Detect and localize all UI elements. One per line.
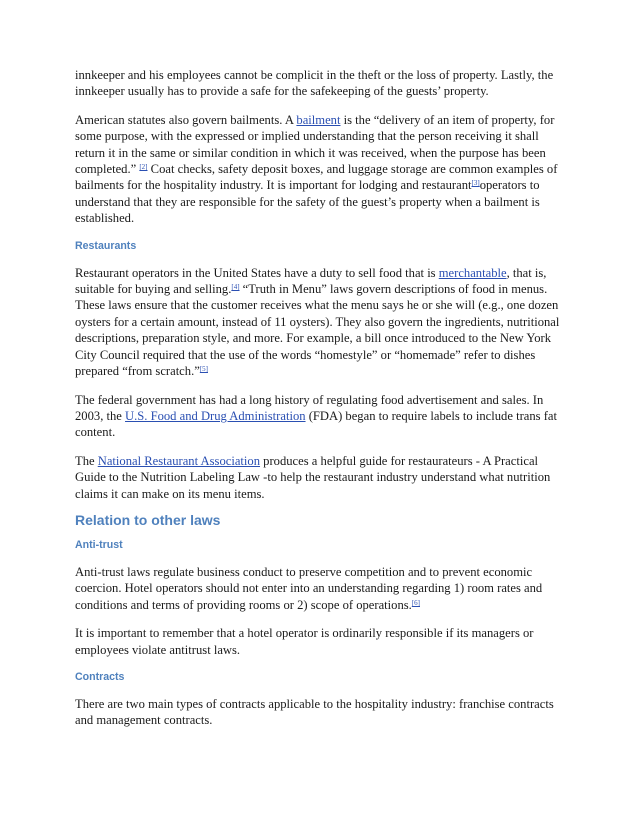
footnote-ref-6[interactable] bbox=[412, 599, 420, 607]
document-page bbox=[75, 67, 569, 729]
paragraph-contracts: There are two main types of contracts applicable to the hospitality industry: franchise contracts and management contracts. bbox=[75, 696, 554, 728]
text-segment: operators to understand that they are responsible for the safety of the guest’s property when a bailment is established. bbox=[75, 178, 540, 226]
footnote-link[interactable]: [5] bbox=[199, 365, 208, 374]
heading-anti-trust: Anti-trust bbox=[75, 538, 123, 551]
heading-restaurants: Restaurants bbox=[75, 239, 137, 252]
paragraph-hotel-operator: It is important to remember that a hotel operator is ordinarily responsible if its managers or employees violate antitrust laws. bbox=[75, 626, 534, 657]
text-segment: is the “delivery of an item of property, for some purpose, with the expressed or implied understanding that the person receiving it shall return it in the same or similar condition in which it was received, when the purpose has been completed.” bbox=[75, 112, 555, 177]
text-segment: American statutes also govern bailments. A bbox=[75, 112, 297, 127]
link-merchantable[interactable]: merchantable bbox=[438, 265, 507, 280]
paragraph-nra bbox=[75, 453, 569, 502]
text-segment: produces a helpful guide for restaurateurs - A Practical Guide to the Nutrition Labeling Law -to help the restaurant industry understand what nutrition claims it can make on its menu items. bbox=[75, 453, 551, 501]
text-segment: The federal government has had a long history of regulating food advertisement and sales. In 2003, the bbox=[75, 392, 544, 423]
footnote-ref-2[interactable] bbox=[139, 163, 147, 171]
paragraph-innkeeper: innkeeper and his employees cannot be complicit in the theft or the loss of property. Lastly, the innkeeper usually has to provide a safe for the safekeeping of the guests’ property. bbox=[75, 68, 554, 99]
text-segment: Restaurant operators in the United States have a duty to sell food that is bbox=[75, 265, 439, 280]
text-segment: , that is, suitable for buying and selling. bbox=[75, 265, 547, 297]
paragraph-federal bbox=[75, 392, 569, 441]
link-national-restaurant-association[interactable]: National Restaurant Association bbox=[97, 453, 261, 468]
footnote-link[interactable]: [2] bbox=[139, 163, 148, 172]
footnote-ref-5[interactable] bbox=[200, 365, 208, 373]
paragraph-bailments bbox=[75, 112, 569, 227]
text-segment: “Truth in Menu” laws govern descriptions of food in menus. These laws ensure that the customer receives what the menu says he or she will (e.g., one dozen oysters for a certain amount, instead of 11 oysters). They also govern the ingredients, nutritional descriptions, preparation style, and more. For example, a bill once introduced to the New York City Council required that the use of the words “homestyle” or “homemade” refer to dishes prepared “from scratch.” bbox=[75, 282, 560, 379]
link-bailment[interactable]: bailment bbox=[296, 112, 341, 127]
text-segment: Coat checks, safety deposit boxes, and luggage storage are common examples of bailments for the hospitality industry. It is important for lodging and restaurant bbox=[75, 162, 558, 193]
heading-relation-to-other-laws: Relation to other laws bbox=[75, 511, 221, 528]
footnote-link[interactable]: [3] bbox=[471, 179, 480, 188]
text-segment: (FDA) began to require labels to include trans fat content. bbox=[75, 408, 557, 440]
footnote-ref-4[interactable] bbox=[231, 283, 239, 291]
footnote-link[interactable]: [4] bbox=[231, 283, 240, 292]
text-segment: Anti-trust laws regulate business conduct to preserve competition and to prevent economic coercion. Hotel operators should not enter into an understanding regarding 1) room rates and conditions and terms of providing rooms or 2) scope of operations. bbox=[75, 564, 543, 612]
footnote-ref-3[interactable] bbox=[472, 179, 480, 187]
paragraph-anti-trust bbox=[75, 564, 569, 613]
text-segment: The bbox=[75, 453, 98, 468]
link-fda[interactable]: U.S. Food and Drug Administration bbox=[125, 408, 306, 423]
heading-contracts: Contracts bbox=[75, 670, 125, 683]
footnote-link[interactable]: [6] bbox=[411, 598, 420, 607]
paragraph-restaurants bbox=[75, 265, 569, 380]
